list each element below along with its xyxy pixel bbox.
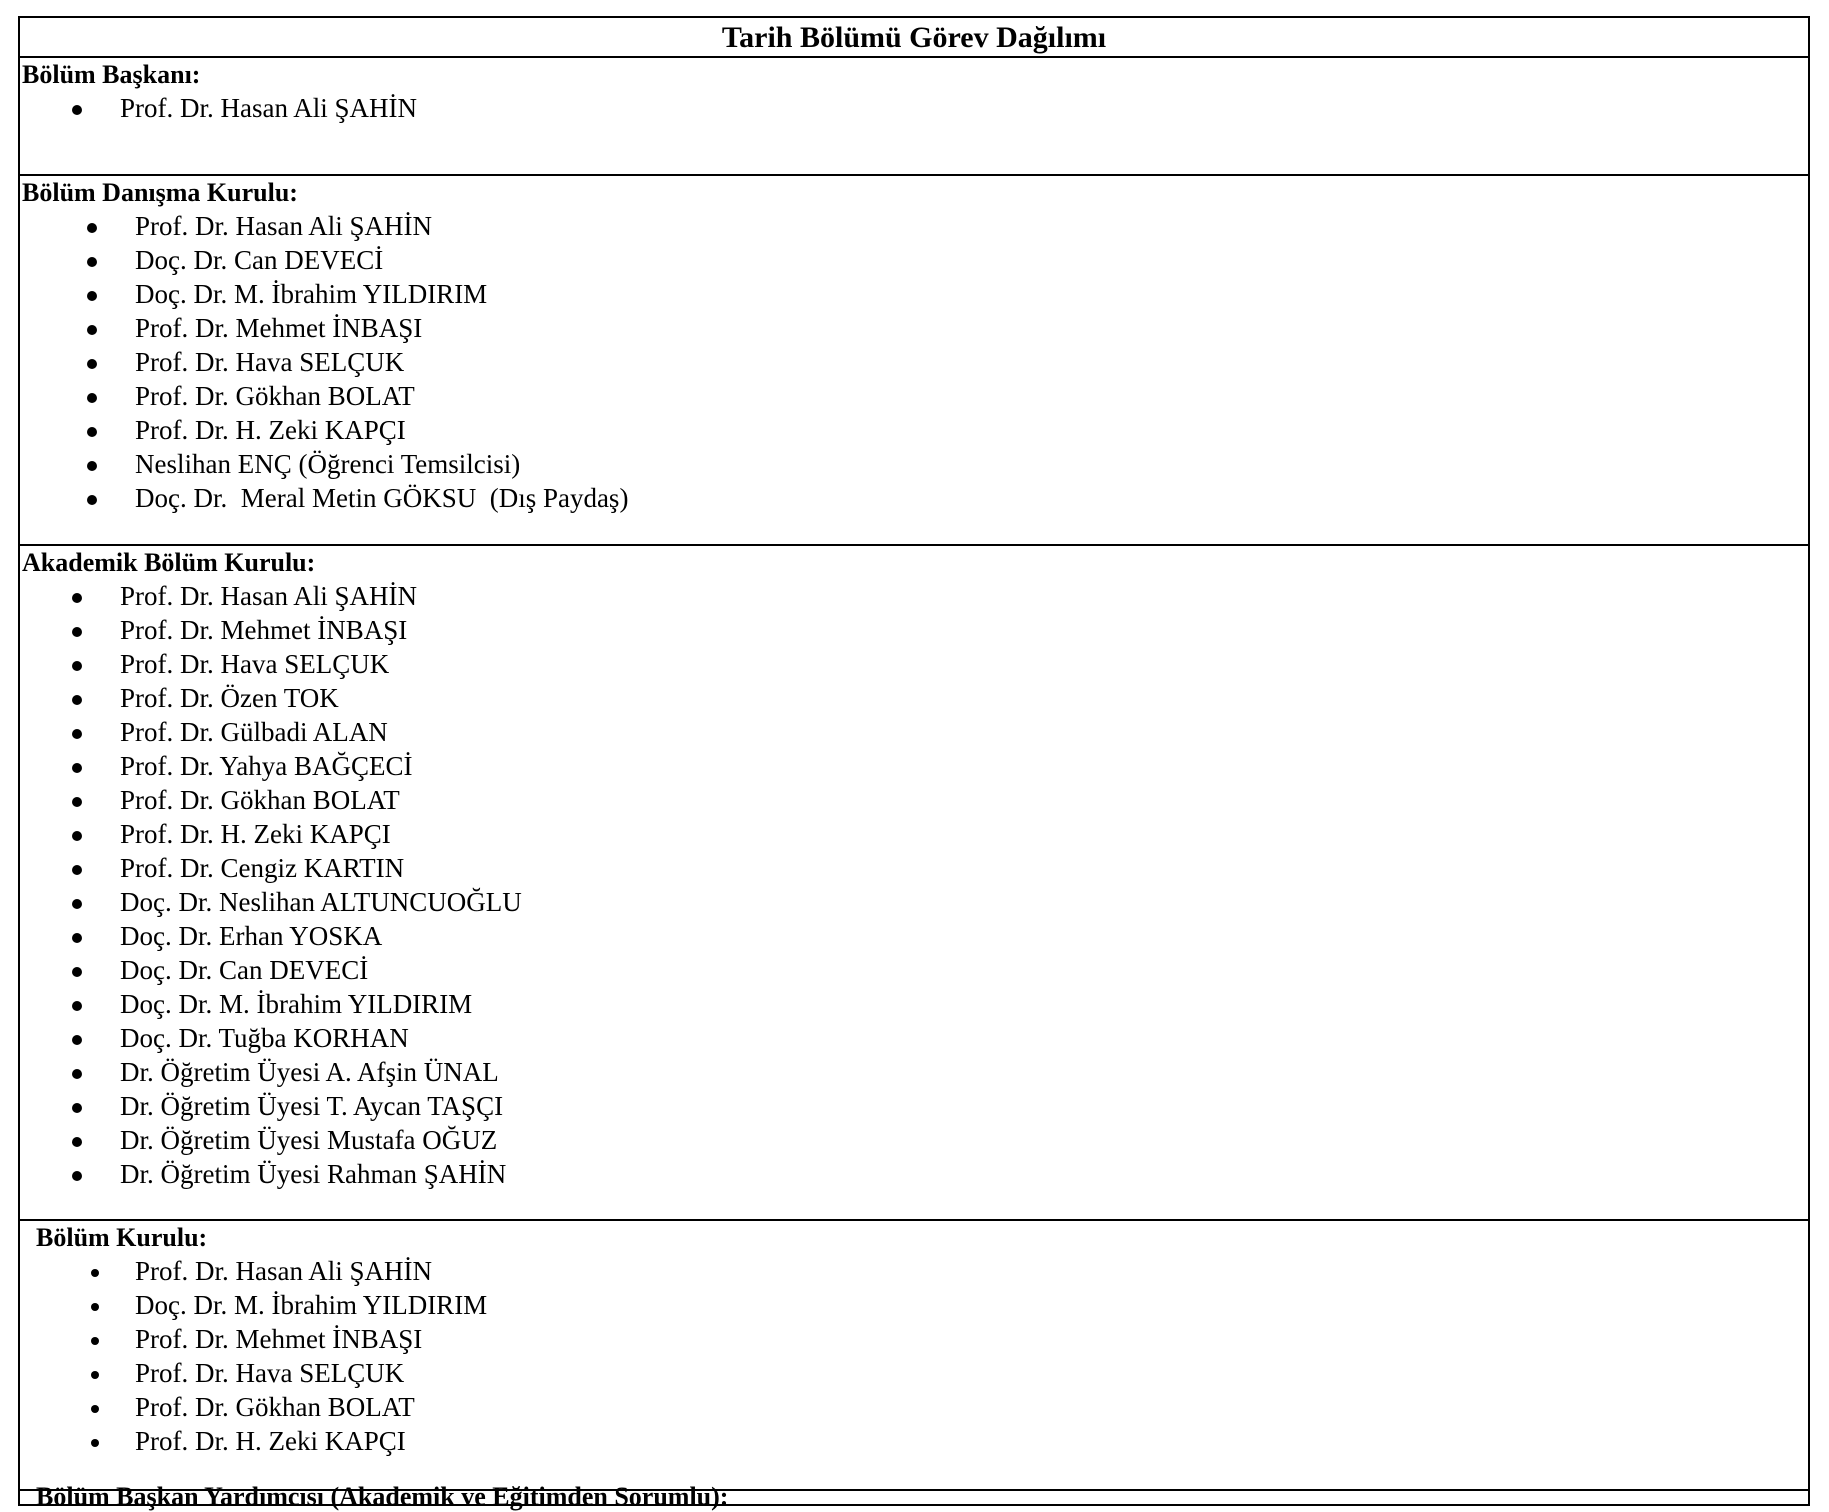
- list-item: Prof. Dr. Gökhan BOLAT: [120, 783, 522, 817]
- table-title-row: [20, 18, 1808, 58]
- list-item: Prof. Dr. Hasan Ali ŞAHİN: [120, 579, 522, 613]
- list-item: Prof. Dr. H. Zeki KAPÇI: [120, 817, 522, 851]
- list-item: Prof. Dr. Gökhan BOLAT: [135, 1390, 487, 1424]
- list-item: Prof. Dr. Cengiz KARTIN: [120, 851, 522, 885]
- list-item: Prof. Dr. Mehmet İNBAŞI: [135, 311, 628, 345]
- member-list: [120, 579, 522, 1191]
- section-heading: Bölüm Danışma Kurulu:: [22, 178, 298, 207]
- list-item: Prof. Dr. Hasan Ali ŞAHİN: [120, 93, 417, 123]
- section-deputy-head: [20, 1482, 1808, 1511]
- list-item: Prof. Dr. Hava SELÇUK: [120, 647, 522, 681]
- member-list: [135, 1254, 487, 1458]
- list-item: Prof. Dr. Gökhan BOLAT: [135, 379, 628, 413]
- section-heading: Bölüm Kurulu:: [36, 1223, 208, 1252]
- list-item: Prof. Dr. Gülbadi ALAN: [120, 715, 522, 749]
- list-item: Prof. Dr. H. Zeki KAPÇI: [135, 413, 628, 447]
- member-list: [120, 91, 417, 125]
- list-item: Doç. Dr. Tuğba KORHAN: [120, 1021, 522, 1055]
- page-title: Tarih Bölümü Görev Dağılımı: [721, 21, 1107, 54]
- list-item: Doç. Dr. Neslihan ALTUNCUOĞLU: [120, 887, 522, 917]
- list-item: Doç. Dr. Can DEVECİ: [120, 953, 522, 987]
- list-item: Doç. Dr. M. İbrahim YILDIRIM: [120, 987, 522, 1021]
- list-item: Prof. Dr. Hava SELÇUK: [135, 345, 628, 379]
- list-item: Doç. Dr. Can DEVECİ: [135, 243, 628, 277]
- section-heading: Bölüm Başkanı:: [22, 60, 201, 89]
- list-item: Dr. Öğretim Üyesi Rahman ŞAHİN: [120, 1157, 522, 1191]
- list-item: Doç. Dr. M. İbrahim YILDIRIM: [135, 1290, 488, 1320]
- member-list: [135, 209, 628, 515]
- section-heading: Bölüm Başkan Yardımcısı (Akademik ve Eğitimden Sorumlu):: [36, 1482, 729, 1511]
- list-item: Dr. Öğretim Üyesi Mustafa OĞUZ: [120, 1123, 522, 1157]
- list-item: Prof. Dr. Hasan Ali ŞAHİN: [135, 1254, 487, 1288]
- list-item: Prof. Dr. Hava SELÇUK: [135, 1356, 487, 1390]
- list-item: Prof. Dr. Mehmet İNBAŞI: [120, 613, 522, 647]
- list-item: Doç. Dr. Meral Metin GÖKSU (Dış Paydaş): [135, 483, 629, 513]
- list-item: Prof. Dr. H. Zeki KAPÇI: [135, 1424, 487, 1458]
- section-academic-board: [20, 546, 1808, 1221]
- list-item: Prof. Dr. Özen TOK: [120, 681, 522, 715]
- duty-table: [18, 16, 1810, 1511]
- list-item: Prof. Dr. Mehmet İNBAŞI: [135, 1322, 487, 1356]
- section-department-head: [20, 58, 1808, 176]
- list-item: Doç. Dr. M. İbrahim YILDIRIM: [135, 277, 628, 311]
- list-item: Prof. Dr. Hasan Ali ŞAHİN: [135, 209, 628, 243]
- list-item: Dr. Öğretim Üyesi A. Afşin ÜNAL: [120, 1055, 522, 1089]
- list-item: Neslihan ENÇ (Öğrenci Temsilcisi): [135, 447, 628, 481]
- section-advisory-board: [20, 176, 1808, 546]
- section-department-board: [20, 1221, 1808, 1491]
- list-item: Doç. Dr. Erhan YOSKA: [120, 919, 522, 953]
- section-heading: Akademik Bölüm Kurulu:: [22, 548, 316, 577]
- list-item: Prof. Dr. Yahya BAĞÇECİ: [120, 749, 522, 783]
- list-item: Dr. Öğretim Üyesi T. Aycan TAŞÇI: [120, 1089, 522, 1123]
